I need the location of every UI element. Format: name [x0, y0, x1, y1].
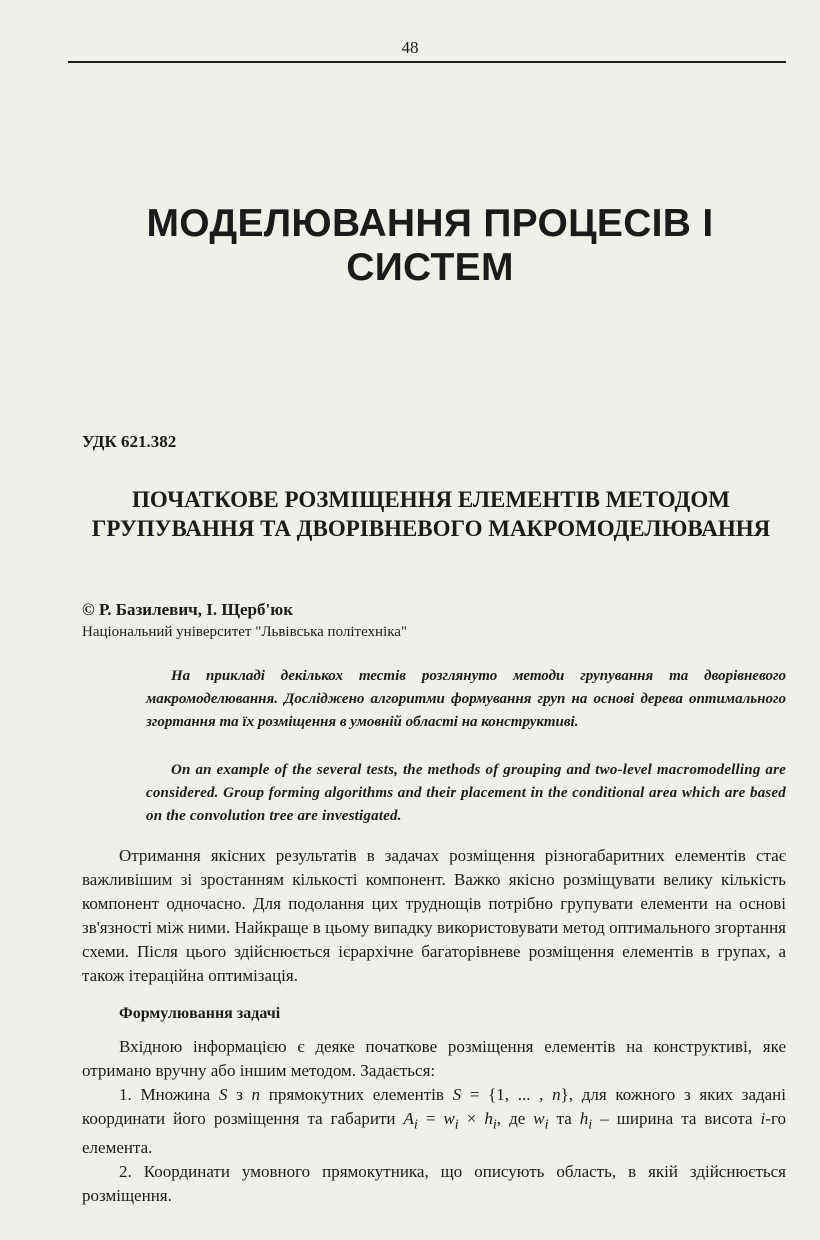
abstract-english: On an example of the several tests, the methods of grouping and two-level macromodelling are considered. Group forming algorithms and their placement in the conditional area which are based on the convolution tree are investigated.: [146, 762, 786, 824]
udk-code: УДК 621.382: [82, 432, 177, 451]
article-title: ПОЧАТКОВЕ РОЗМІЩЕННЯ ЕЛЕМЕНТІВ МЕТОДОМ ГРУПУВАННЯ ТА ДВОРІВНЕВОГО МАКРОМОДЕЛЮВАННЯ: [91, 487, 771, 541]
authors: © Р. Базилевич, І. Щерб'юк: [82, 600, 294, 619]
abstract-ukrainian: На прикладі декількох тестів розглянуто методи групування та дворівневого макромоделювання. Досліджено алгоритми формування груп на основі дерева оптимального згортання та їх розміщення в умовній області на конструктиві.: [146, 668, 786, 730]
section-title: МОДЕЛЮВАННЯ ПРОЦЕСІВ І СИСТЕМ: [146, 202, 714, 289]
page-number: 48: [401, 38, 419, 57]
header-rule: [68, 61, 786, 63]
problem-intro-paragraph: Вхідною інформацією є деяке початкове розміщення елементів на конструктиві, яке отримано вручну або іншим методом. Задається:: [82, 1037, 786, 1080]
intro-paragraph: Отримання якісних результатів в задачах розміщення різногабаритних елементів стає важливішим зі зростанням кількості компонент. Важко якісно розміщувати велику кількість компонент одночасно. Для подолання цих труднощів потрібно групувати елементи на основі зв'язності між ними. Найкраще в цьому випадку використовувати метод оптимального згортання схеми. Після цього здійснюється ієрархічне багаторівневе розміщення елементів в групах, а також ітераційна оптимізація.: [82, 846, 786, 985]
affiliation: Національний університет "Львівська політехніка": [82, 624, 408, 640]
list-item-2: 2. Координати умовного прямокутника, що описують область, в якій здійснюється розміщення.: [82, 1162, 786, 1206]
body-text: [82, 844, 786, 1208]
list-item-1: 1. Множина S з n прямокутних елементів S = {1, ... , n}, для кожного з яких задані координати його розміщення та габарити $A_i = w_i \times h_i$, де $w_i$ та $h_i$ – ширина та висота i-го елемента.: [82, 1085, 787, 1158]
subheading-problem-statement: Формулювання задачі: [119, 1005, 281, 1022]
